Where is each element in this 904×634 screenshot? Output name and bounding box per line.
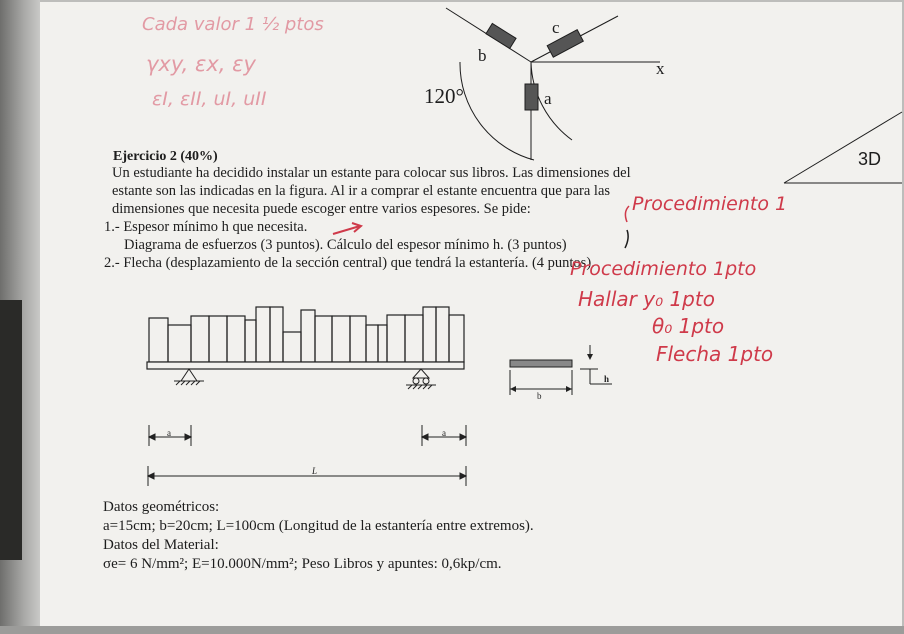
exercise-line-1: Un estudiante ha decidido instalar un estante para colocar sus libros. Las dimensiones del xyxy=(112,165,631,181)
material-data-values: σe= 6 N/mm²; E=10.000N/mm²; Peso Libros y apuntes: 0,6kp/cm. xyxy=(103,556,502,572)
support-left xyxy=(174,369,204,385)
books-row xyxy=(149,307,464,362)
support-right xyxy=(406,369,436,389)
cross-section xyxy=(510,345,612,395)
dim-h-label: h xyxy=(604,374,610,384)
geometric-data-values: a=15cm; b=20cm; L=100cm (Longitud de la estantería entre extremos). xyxy=(103,518,534,534)
annotation-theta: θ₀ 1pto xyxy=(652,314,725,338)
material-data-title: Datos del Material: xyxy=(103,537,219,553)
exercise-item-1: 1.- Espesor mínimo h que necesita. xyxy=(104,219,308,235)
gauge-b-label: b xyxy=(478,46,487,65)
exercise-item-2: 2.- Flecha (desplazamiento de la sección central) que tendrá la estantería. (4 puntos). xyxy=(104,255,595,271)
gauge-c-label: c xyxy=(552,18,560,37)
axis-x-label: x xyxy=(656,59,665,78)
angle-label: 120° xyxy=(424,84,464,108)
dim-L-label: L xyxy=(312,466,318,476)
shelf-board xyxy=(147,362,464,369)
geometric-data-title: Datos geométricos: xyxy=(103,499,220,515)
handwritten-note-1: Cada valor 1 ½ ptos xyxy=(142,14,324,35)
dimension-lines xyxy=(148,425,466,486)
dim-a-right-label: a xyxy=(442,428,446,438)
handwritten-note-3: εI, εII, uI, uII xyxy=(152,88,267,110)
corner-3d-label: 3D xyxy=(858,149,882,169)
annotation-flecha: Flecha 1pto xyxy=(656,342,774,366)
exercise-line-3: dimensiones que necesita puede escoger entre varios espesores. Se pide: xyxy=(112,201,531,217)
gauge-a-label: a xyxy=(544,89,552,108)
annotation-procedimiento-1: Procedimiento 1 xyxy=(632,193,788,215)
exercise-title: Ejercicio 2 (40%) xyxy=(113,149,218,164)
annotation-procedimiento-pto: Procedimiento 1pto xyxy=(570,258,757,280)
annotation-hallar: Hallar y₀ 1pto xyxy=(578,287,715,311)
dim-a-left-label: a xyxy=(167,428,171,438)
exercise-line-2: estante son las indicadas en la figura. Al ir a comprar el estante encuentra que para las xyxy=(112,183,611,199)
handwritten-note-2: γxy, εx, εy xyxy=(146,52,256,76)
dim-b-label: b xyxy=(537,391,542,401)
exercise-item-1-sub: Diagrama de esfuerzos (3 puntos). Cálculo del espesor mínimo h. (3 puntos) xyxy=(124,237,567,253)
